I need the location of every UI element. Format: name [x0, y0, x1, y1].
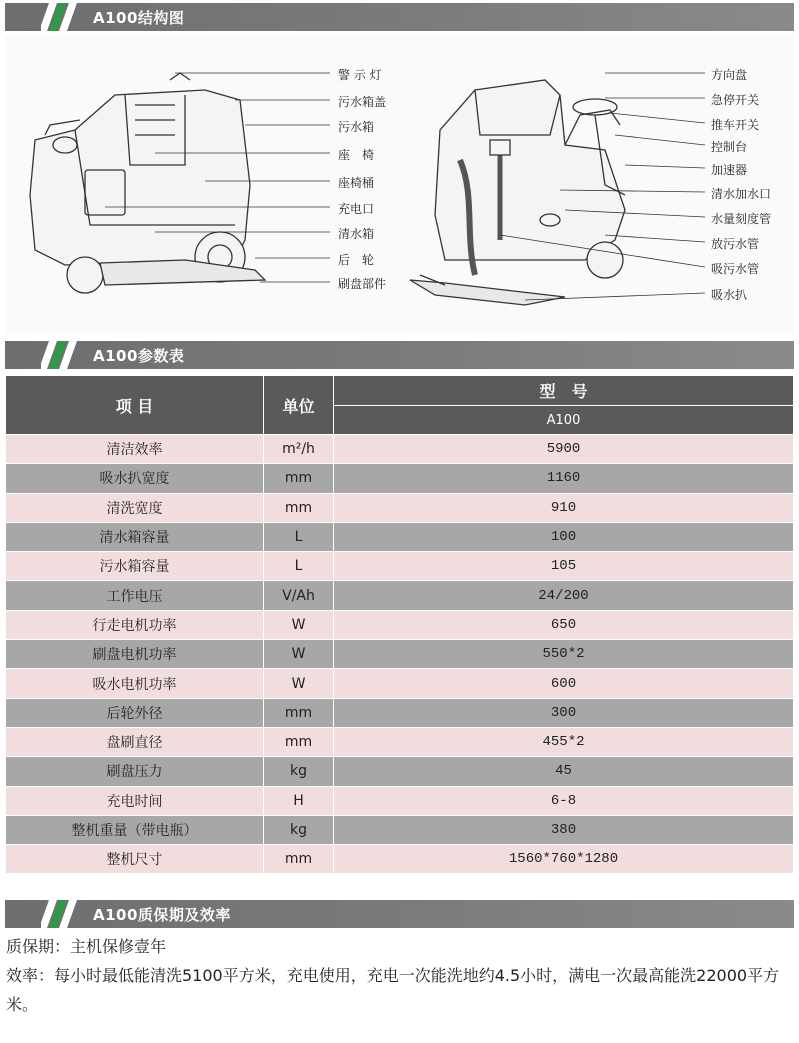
table-row — [6, 815, 794, 844]
row-value: 300 — [334, 698, 794, 727]
row-item: 整机重量（带电瓶） — [6, 815, 264, 844]
row-item: 整机尺寸 — [6, 845, 264, 874]
row-value: 24/200 — [334, 581, 794, 610]
table-row — [6, 640, 794, 669]
table-row — [6, 552, 794, 581]
callout-water-inlet: 清水加水口 — [711, 187, 772, 201]
table-row — [6, 464, 794, 493]
row-value: 45 — [334, 757, 794, 786]
callout-charging-port: 充电口 — [338, 202, 375, 216]
callout-warning-light: 警 示 灯 — [338, 68, 382, 82]
section-title: A100质保期及效率 — [93, 906, 231, 924]
row-unit: mm — [264, 845, 334, 874]
callout-waste-tank-lid: 污水箱盖 — [338, 95, 387, 109]
row-item: 吸水电机功率 — [6, 669, 264, 698]
efficiency-text: 效率：每小时最低能清洗5100平方米，充电使用，充电一次能洗地约4.5小时，满电一次最高能洗22000平方米。 — [6, 966, 780, 1014]
row-item: 工作电压 — [6, 581, 264, 610]
callout-accelerator: 加速器 — [711, 163, 748, 177]
callout-seat-bucket: 座椅桶 — [338, 176, 375, 190]
row-unit: W — [264, 640, 334, 669]
callout-brush-assembly: 刷盘部件 — [338, 277, 387, 291]
header-unit: 单位 — [264, 376, 334, 435]
table-row — [6, 698, 794, 727]
row-item: 污水箱容量 — [6, 552, 264, 581]
warranty-period: 质保期：主机保修壹年 — [6, 937, 167, 956]
table-row — [6, 435, 794, 464]
table-row — [6, 727, 794, 756]
row-value: 1160 — [334, 464, 794, 493]
row-value: 6-8 — [334, 786, 794, 815]
row-unit: V/Ah — [264, 581, 334, 610]
row-unit: H — [264, 786, 334, 815]
scrubber-illustration-left — [5, 35, 794, 335]
table-row — [6, 522, 794, 551]
callout-rear-wheel: 后 轮 — [338, 253, 375, 267]
table-row — [6, 757, 794, 786]
row-unit: kg — [264, 815, 334, 844]
callout-suction-hose: 吸污水管 — [711, 262, 760, 276]
row-unit: mm — [264, 464, 334, 493]
row-item: 清洁效率 — [6, 435, 264, 464]
row-item: 充电时间 — [6, 786, 264, 815]
stripes-icon — [41, 3, 81, 31]
table-row — [6, 610, 794, 639]
section-header-structure — [5, 3, 794, 31]
table-row — [6, 581, 794, 610]
row-unit: L — [264, 552, 334, 581]
table-row — [6, 493, 794, 522]
callout-clean-water-tank: 清水箱 — [338, 227, 375, 241]
row-value: 600 — [334, 669, 794, 698]
section-title: A100结构图 — [93, 9, 185, 27]
row-value: 100 — [334, 522, 794, 551]
row-unit: W — [264, 669, 334, 698]
row-item: 行走电机功率 — [6, 610, 264, 639]
table-row — [6, 786, 794, 815]
row-value: 1560*760*1280 — [334, 845, 794, 874]
section-header-params — [5, 341, 794, 369]
callout-seat: 座 椅 — [338, 148, 375, 162]
structure-diagram — [5, 35, 794, 335]
row-unit: mm — [264, 727, 334, 756]
row-item: 吸水扒宽度 — [6, 464, 264, 493]
callout-steering-wheel: 方向盘 — [711, 68, 748, 82]
row-item: 刷盘电机功率 — [6, 640, 264, 669]
table-row — [6, 669, 794, 698]
row-item: 盘刷直径 — [6, 727, 264, 756]
row-value: 105 — [334, 552, 794, 581]
callout-console: 控制台 — [711, 140, 748, 154]
row-value: 5900 — [334, 435, 794, 464]
callout-push-switch: 推车开关 — [711, 118, 760, 132]
row-unit: kg — [264, 757, 334, 786]
params-table — [5, 375, 794, 874]
row-unit: mm — [264, 698, 334, 727]
section-title: A100参数表 — [93, 347, 185, 365]
header-model: 型 号 — [334, 376, 794, 406]
header-model-name: A100 — [334, 406, 794, 435]
row-item: 刷盘压力 — [6, 757, 264, 786]
row-item: 清洗宽度 — [6, 493, 264, 522]
table-row — [6, 845, 794, 874]
row-item: 清水箱容量 — [6, 522, 264, 551]
row-item: 后轮外径 — [6, 698, 264, 727]
row-unit: m²/h — [264, 435, 334, 464]
header-item: 项 目 — [6, 376, 264, 435]
stripes-icon — [41, 900, 81, 928]
callout-emergency-stop: 急停开关 — [711, 93, 760, 107]
stripes-icon — [41, 341, 81, 369]
row-value: 455*2 — [334, 727, 794, 756]
row-value: 550*2 — [334, 640, 794, 669]
callout-water-level-tube: 水量刻度管 — [711, 212, 772, 226]
row-unit: W — [264, 610, 334, 639]
callout-drain-hose: 放污水管 — [711, 237, 760, 251]
row-value: 910 — [334, 493, 794, 522]
row-unit: mm — [264, 493, 334, 522]
row-value: 650 — [334, 610, 794, 639]
row-value: 380 — [334, 815, 794, 844]
callout-waste-tank: 污水箱 — [338, 120, 375, 134]
callout-squeegee: 吸水扒 — [711, 288, 748, 302]
section-header-warranty — [5, 900, 794, 928]
row-unit: L — [264, 522, 334, 551]
